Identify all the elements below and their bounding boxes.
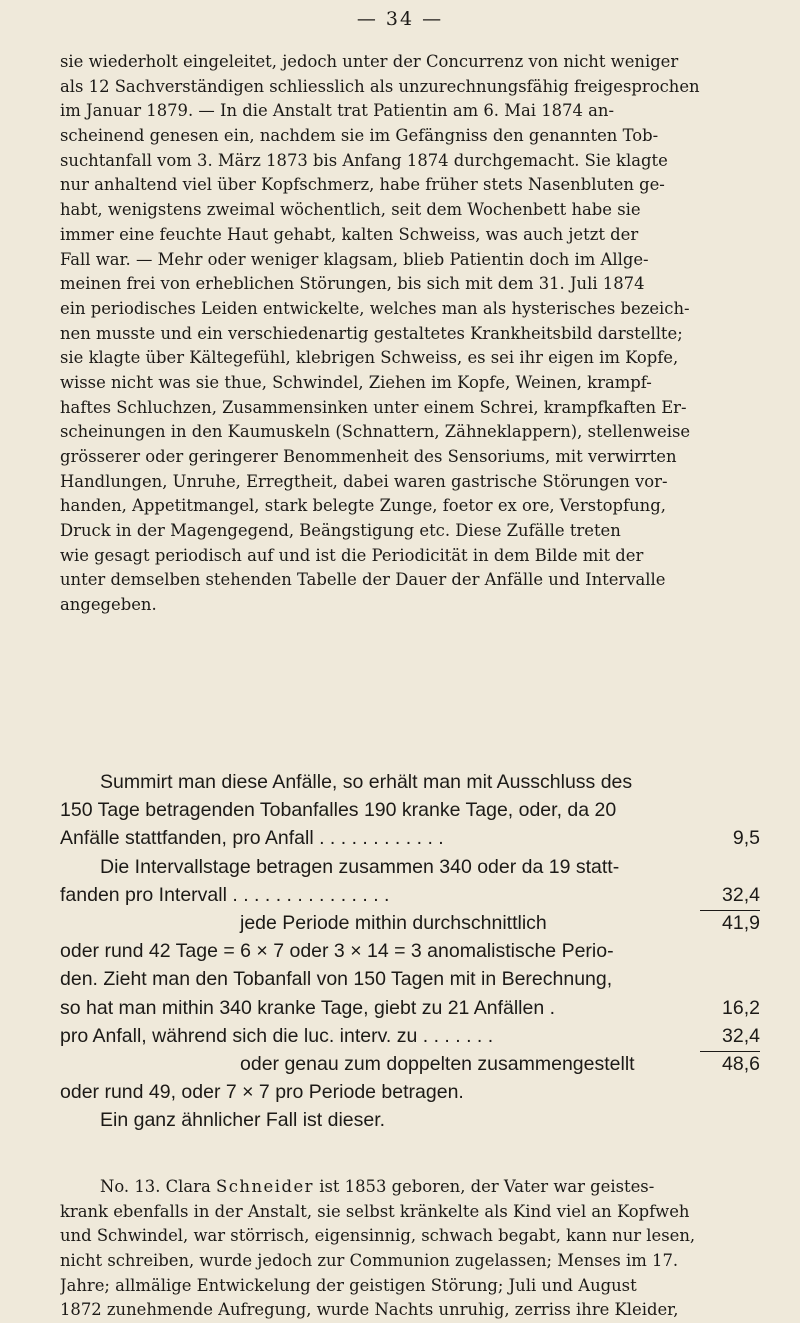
text-line: nicht schreiben, wurde jedoch zur Communion zugelassen; Menses im 17. xyxy=(60,1251,679,1271)
text-line: meinen frei von erheblichen Störungen, bis sich mit dem 31. Juli 1874 xyxy=(60,274,645,294)
case-rest: ist 1853 geboren, der Vater war geistes- xyxy=(319,1177,655,1196)
summary-line: oder rund 42 Tage = 6 × 7 oder 3 × 14 = 3 anomalistische Perio- xyxy=(60,940,614,963)
paragraph-2 xyxy=(60,1175,760,1323)
summary-line xyxy=(60,994,760,1022)
summary-line xyxy=(60,881,760,909)
paragraph-1 xyxy=(60,50,760,618)
summary-value: 32,4 xyxy=(722,1024,760,1047)
summary-text: pro Anfall, während sich die luc. interv. zu . . . . . . . xyxy=(60,1024,494,1047)
text-line: grösserer oder geringerer Benommenheit des Sensoriums, mit verwirrten xyxy=(60,447,677,466)
summary-value: 32,4 xyxy=(722,883,760,906)
text-line: wie gesagt periodisch auf und ist die Periodicität in dem Bilde mit der xyxy=(60,545,644,565)
text-line: haftes Schluchzen, Zusammensinken unter einem Schrei, krampfkaften Er- xyxy=(60,397,687,417)
text-line: Druck in der Magengegend, Beängstigung etc. Diese Zufälle treten xyxy=(60,521,621,541)
text-line: ein periodisches Leiden entwickelte, welches man als hysterisches bezeich- xyxy=(60,298,690,318)
summary-line xyxy=(60,909,760,937)
text-line: angegeben. xyxy=(60,595,157,615)
text-line: nen musste und ein verschiedenartig gestaltetes Krankheitsbild darstellte; xyxy=(60,323,683,343)
text-line: im Januar 1879. — In die Anstalt trat Patientin am 6. Mai 1874 an- xyxy=(60,101,614,121)
text-line: 1872 zunehmende Aufregung, wurde Nachts unruhig, zerriss ihre Kleider, xyxy=(60,1300,679,1320)
summary-line: den. Zieht man den Tobanfall von 150 Tagen mit in Berechnung, xyxy=(60,968,613,991)
page-number: — 34 — xyxy=(356,8,444,30)
summary-text: jede Periode mithin durchschnittlich xyxy=(240,911,547,934)
case-lead: No. 13. Clara xyxy=(100,1177,211,1196)
summary-value: 41,9 xyxy=(722,911,760,934)
summary-line xyxy=(60,824,760,852)
summary-line: Summirt man diese Anfälle, so erhält man mit Ausschluss des xyxy=(100,771,633,793)
summary-text: so hat man mithin 340 kranke Tage, giebt zu 21 Anfällen . xyxy=(60,996,556,1019)
case-heading-line xyxy=(60,1175,760,1200)
summary-text: Anfälle stattfanden, pro Anfall . . . . . . . . . . . . xyxy=(60,827,444,850)
summary-value: 9,5 xyxy=(732,827,760,850)
paragraph-2-lines xyxy=(60,1200,760,1323)
summary-text: oder genau zum doppelten zusammengestellt xyxy=(240,1052,635,1075)
text-line: und Schwindel, war störrisch, eigensinnig, schwach begabt, kann nur lesen, xyxy=(60,1226,696,1246)
summary-line: Die Intervallstage betragen zusammen 340 oder da 19 statt- xyxy=(100,855,620,878)
text-line: krank ebenfalls in der Anstalt, sie selbst kränkelte als Kind viel an Kopfweh xyxy=(60,1201,690,1221)
text-line: Handlungen, Unruhe, Erregtheit, dabei waren gastrische Störungen vor- xyxy=(60,471,668,491)
summary-value: 16,2 xyxy=(722,996,760,1019)
text-line: handen, Appetitmangel, stark belegte Zunge, foetor ex ore, Verstopfung, xyxy=(60,496,666,516)
text-line: suchtanfall vom 3. März 1873 bis Anfang 1874 durchgemacht. Sie klagte xyxy=(60,150,668,170)
summary-text: fanden pro Intervall . . . . . . . . . . . . . . . xyxy=(60,883,390,906)
summary-value: 48,6 xyxy=(722,1052,760,1075)
text-line: Fall war. — Mehr oder weniger klagsam, blieb Patientin doch im Allge- xyxy=(60,249,649,269)
text-line: als 12 Sachverständigen schliesslich als unzurechnungsfähig freigesprochen xyxy=(60,76,700,96)
text-line: scheinungen in den Kaumuskeln (Schnattern, Zähneklappern), stellenweise xyxy=(60,422,691,442)
text-line: wisse nicht was sie thue, Schwindel, Ziehen im Kopfe, Weinen, krampf- xyxy=(60,372,652,392)
summary-line: oder rund 49, oder 7 × 7 pro Periode betragen. xyxy=(60,1081,464,1104)
text-line: sie wiederholt eingeleitet, jedoch unter der Concurrenz von nicht weniger xyxy=(60,52,679,71)
summary-line: Ein ganz ähnlicher Fall ist dieser. xyxy=(100,1109,386,1132)
patient-name: Schneider xyxy=(216,1177,314,1196)
text-line: sie klagte über Kältegefühl, klebrigen Schweiss, es sei ihr eigen im Kopfe, xyxy=(60,348,679,368)
text-line: Jahre; allmälige Entwickelung der geistigen Störung; Juli und August xyxy=(60,1275,637,1295)
summary-block xyxy=(60,768,760,1134)
text-line: immer eine feuchte Haut gehabt, kalten Schweiss, was auch jetzt der xyxy=(60,224,639,244)
text-line: nur anhaltend viel über Kopfschmerz, habe früher stets Nasenbluten ge- xyxy=(60,175,665,195)
summary-line xyxy=(60,1050,760,1078)
text-line: habt, wenigstens zweimal wöchentlich, seit dem Wochenbett habe sie xyxy=(60,200,641,220)
text-line: unter demselben stehenden Tabelle der Dauer der Anfälle und Intervalle xyxy=(60,570,666,590)
text-line: scheinend genesen ein, nachdem sie im Gefängniss den genannten Tob- xyxy=(60,126,659,146)
summary-line: 150 Tage betragenden Tobanfalles 190 kranke Tage, oder, da 20 xyxy=(60,799,617,822)
summary-line xyxy=(60,1022,760,1050)
